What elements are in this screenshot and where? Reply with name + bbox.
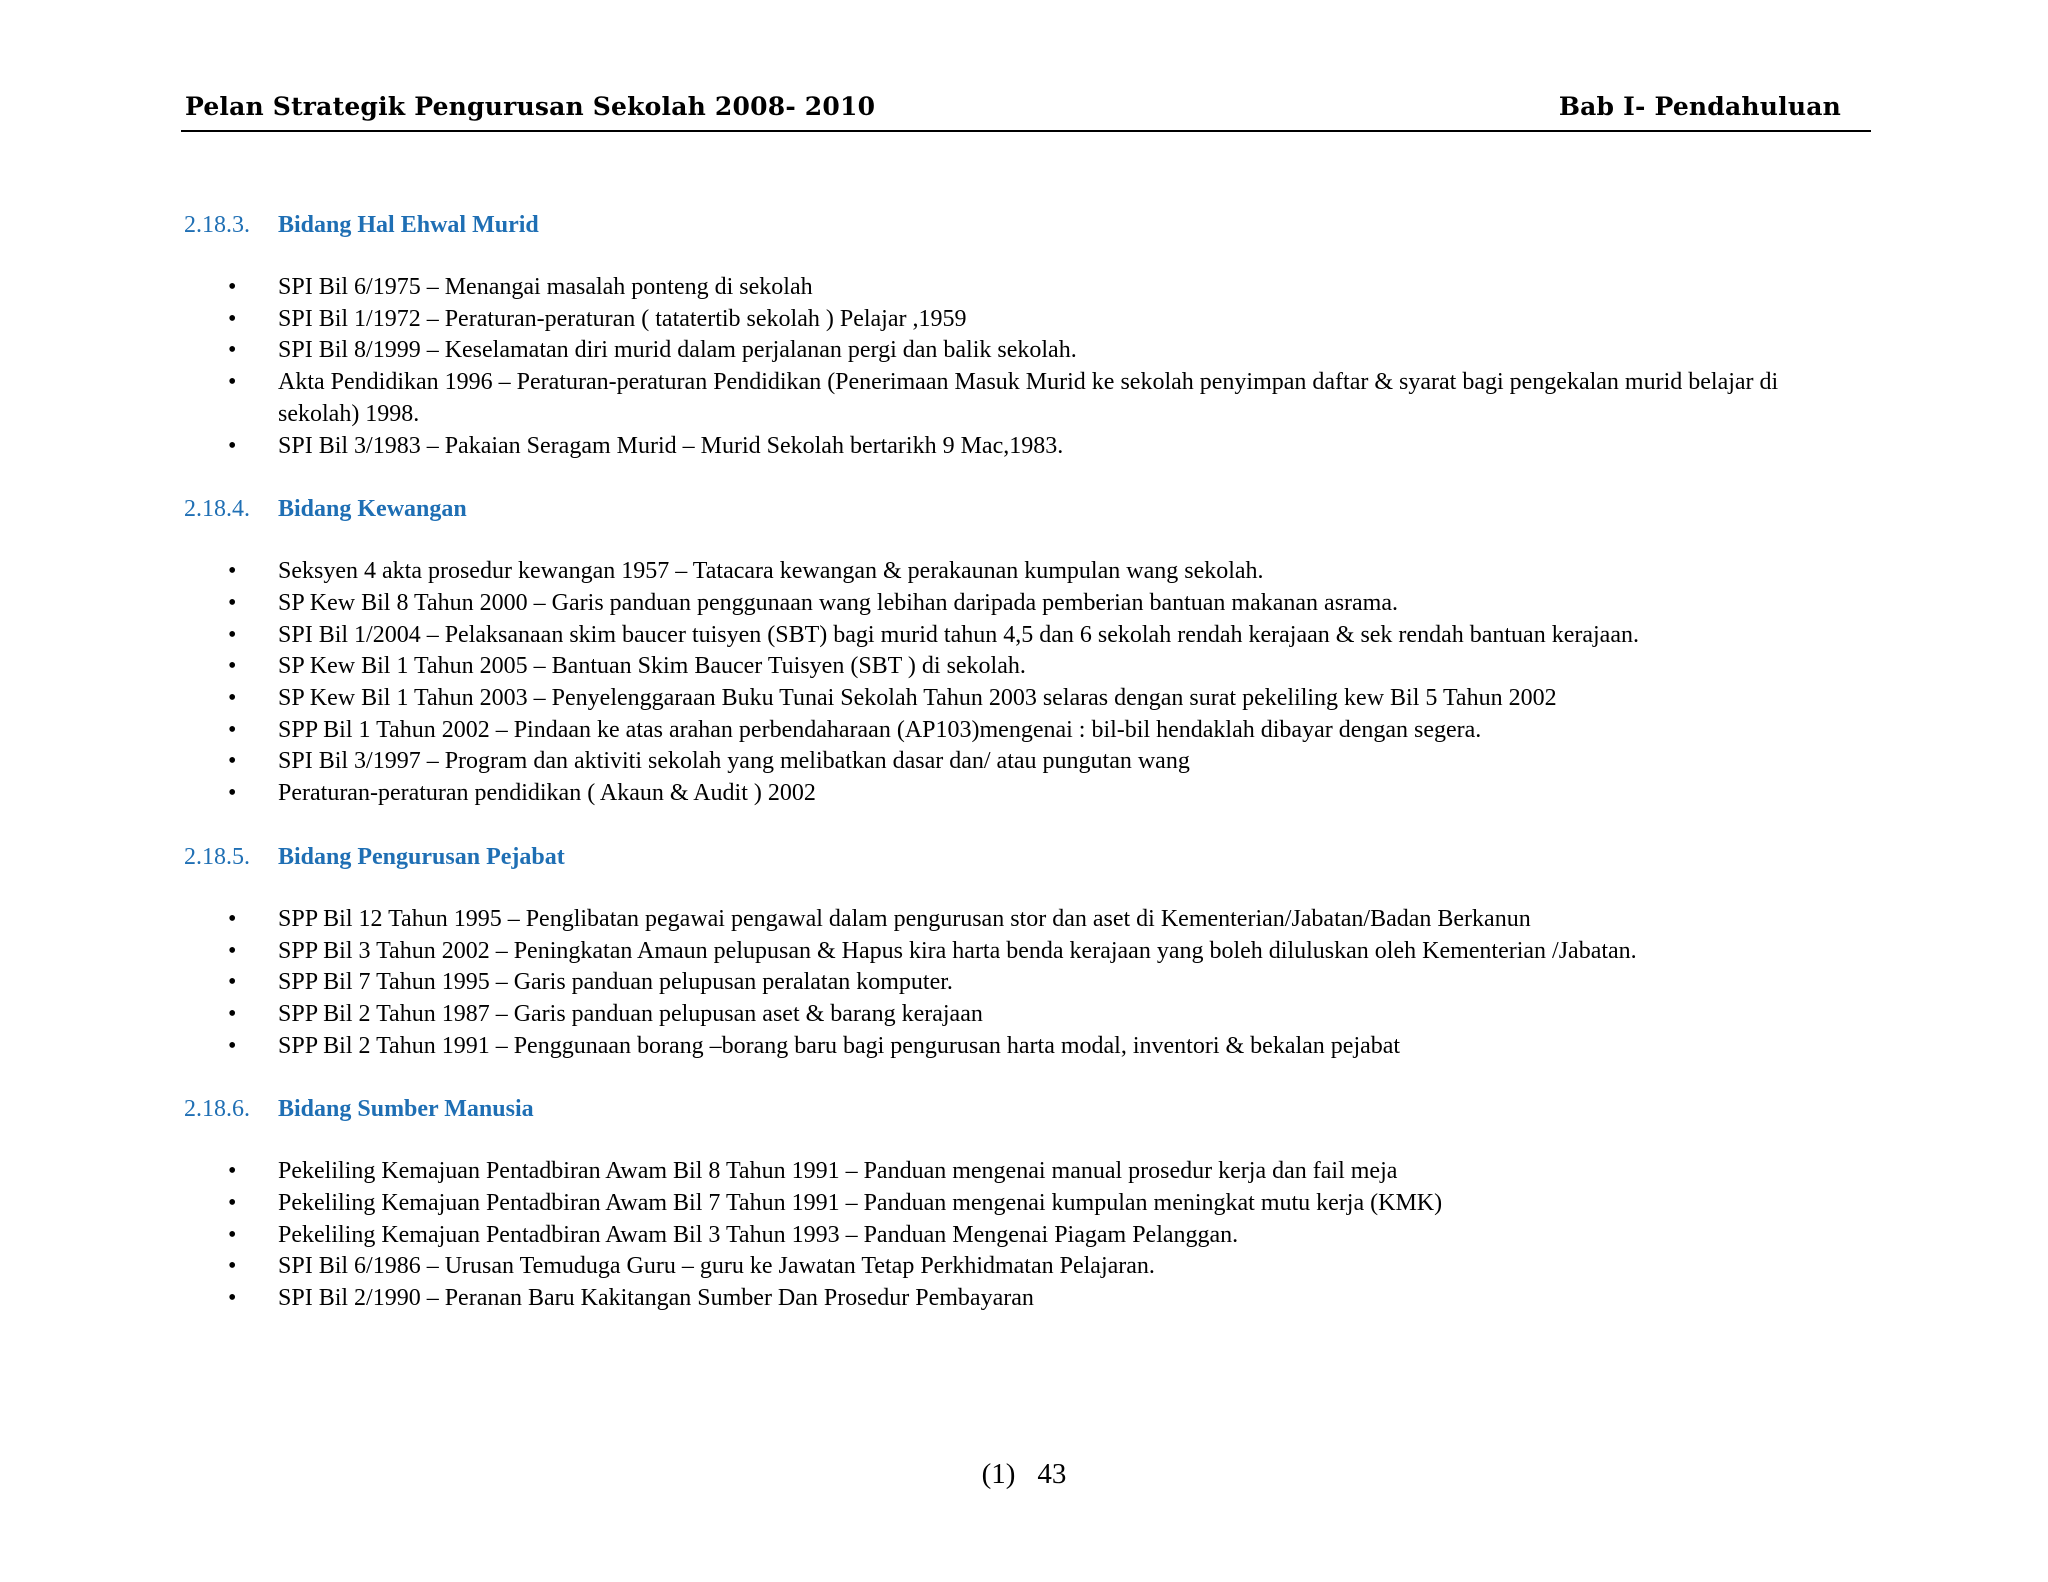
- list-item: [184, 967, 1838, 999]
- bullet-icon: •: [228, 305, 237, 332]
- list-item: [184, 556, 1838, 588]
- list-item: [184, 1283, 1838, 1315]
- list-item: [184, 431, 1838, 463]
- list-item: [184, 904, 1838, 936]
- list-item-text: SPP Bil 2 Tahun 1991 – Penggunaan borang –borang baru bagi pengurusan harta modal, inventori & bekalan pejabat: [278, 1032, 1401, 1059]
- bullet-icon: •: [228, 589, 237, 616]
- bullet-list: [184, 1156, 1904, 1315]
- section-title: Bidang Kewangan: [278, 496, 467, 523]
- bullet-icon: •: [228, 274, 237, 300]
- bullet-icon: •: [228, 780, 237, 807]
- page-header: [181, 92, 1871, 132]
- list-item: [184, 715, 1838, 747]
- bullet-icon: •: [228, 1285, 237, 1312]
- list-item-text: SPI Bil 3/1983 – Pakaian Seragam Murid – Murid Sekolah bertarikh 9 Mac,1983.: [278, 432, 1064, 459]
- list-item: [184, 936, 1838, 968]
- list-item-text: Akta Pendidikan 1996 – Peraturan-peraturan Pendidikan (Penerimaan Masuk Murid ke sekolah penyimpan daftar & syarat bagi pengekalan murid belajar di sekolah) 1998.: [278, 369, 1779, 427]
- section-number: 2.18.6.: [184, 1096, 250, 1123]
- bullet-icon: •: [228, 337, 237, 364]
- section-title: Bidang Sumber Manusia: [278, 1096, 534, 1123]
- list-item: [184, 651, 1838, 683]
- bullet-icon: •: [228, 432, 237, 459]
- list-item: [184, 999, 1838, 1031]
- list-item-text: Pekeliling Kemajuan Pentadbiran Awam Bil 8 Tahun 1991 – Panduan mengenai manual prosedur kerja dan fail meja: [278, 1158, 1398, 1185]
- bullet-list: [184, 556, 1904, 810]
- list-item-text: SPI Bil 6/1986 – Urusan Temuduga Guru – guru ke Jawatan Tetap Perkhidmatan Pelajaran.: [278, 1253, 1155, 1280]
- list-item: [184, 1220, 1838, 1252]
- section: [184, 844, 1904, 1063]
- list-item-text: SPI Bil 3/1997 – Program dan aktiviti sekolah yang melibatkan dasar dan/ atau pungutan wang: [278, 748, 1190, 775]
- list-item: [184, 1251, 1838, 1283]
- list-item: [184, 335, 1838, 367]
- section-heading: [184, 1096, 1904, 1132]
- bullet-icon: •: [228, 1253, 237, 1280]
- bullet-icon: •: [228, 748, 237, 775]
- bullet-icon: •: [228, 905, 237, 932]
- bullet-icon: •: [228, 1158, 237, 1185]
- bullet-icon: •: [228, 1221, 237, 1248]
- section-number: 2.18.5.: [184, 843, 250, 870]
- bullet-icon: •: [228, 716, 237, 743]
- bullet-icon: •: [228, 369, 237, 396]
- section: [184, 496, 1904, 810]
- list-item-text: SP Kew Bil 1 Tahun 2005 – Bantuan Skim Baucer Tuisyen (SBT ) di sekolah.: [278, 653, 1026, 680]
- list-item-text: SPP Bil 1 Tahun 2002 – Pindaan ke atas arahan perbendaharaan (AP103)mengenai : bil-bil hendaklah dibayar dengan segera.: [278, 716, 1482, 743]
- list-item-text: SPI Bil 8/1999 – Keselamatan diri murid dalam perjalanan pergi dan balik sekolah.: [278, 337, 1077, 364]
- chapter-title: Bab I- Pendahuluan: [1558, 92, 1841, 121]
- bullet-icon: •: [228, 685, 237, 712]
- bullet-icon: •: [228, 621, 237, 648]
- list-item-text: Seksyen 4 akta prosedur kewangan 1957 – Tatacara kewangan & perakaunan kumpulan wang sekolah.: [278, 558, 1264, 585]
- section-number: 2.18.4.: [184, 496, 250, 523]
- bullet-icon: •: [228, 937, 237, 964]
- list-item-text: SPP Bil 12 Tahun 1995 – Penglibatan pegawai pengawal dalam pengurusan stor dan aset di Kementerian/Jabatan/Badan Berkanun: [278, 905, 1531, 932]
- section-heading: [184, 844, 1904, 880]
- list-item-text: SP Kew Bil 1 Tahun 2003 – Penyelenggaraan Buku Tunai Sekolah Tahun 2003 selaras dengan surat pekeliling kew Bil 5 Tahun 2002: [278, 685, 1557, 712]
- page-number: 43: [1037, 1458, 1067, 1490]
- list-item: [184, 778, 1838, 810]
- bullet-icon: •: [228, 1190, 237, 1217]
- document-title: Pelan Strategik Pengurusan Sekolah 2008- 2010: [185, 92, 876, 121]
- bullet-list: [184, 904, 1904, 1063]
- section-title: Bidang Pengurusan Pejabat: [278, 843, 565, 870]
- list-item: [184, 1156, 1838, 1188]
- chapter-number: (1): [981, 1458, 1016, 1490]
- list-item-text: Pekeliling Kemajuan Pentadbiran Awam Bil 3 Tahun 1993 – Panduan Mengenai Piagam Pelanggan.: [278, 1221, 1239, 1248]
- list-item-text: SPP Bil 2 Tahun 1987 – Garis panduan pelupusan aset & barang kerajaan: [278, 1000, 983, 1027]
- section-number: 2.18.3.: [184, 212, 250, 238]
- list-item-text: SPI Bil 2/1990 – Peranan Baru Kakitangan Sumber Dan Prosedur Pembayaran: [278, 1285, 1034, 1312]
- list-item-text: SPI Bil 1/2004 – Pelaksanaan skim baucer tuisyen (SBT) bagi murid tahun 4,5 dan 6 sekolah rendah kerajaan & sek rendah bantuan kerajaan.: [278, 621, 1639, 648]
- document-body: [184, 212, 1904, 1349]
- list-item: [184, 683, 1838, 715]
- list-item: [184, 620, 1838, 652]
- page-footer: [0, 1458, 2048, 1491]
- list-item: [184, 304, 1838, 336]
- bullet-icon: •: [228, 558, 237, 585]
- list-item: [184, 746, 1838, 778]
- list-item-text: SPI Bil 6/1975 – Menangai masalah ponteng di sekolah: [278, 274, 813, 300]
- list-item-text: Peraturan-peraturan pendidikan ( Akaun & Audit ) 2002: [278, 780, 816, 807]
- list-item: [184, 367, 1838, 430]
- list-item: [184, 1031, 1838, 1063]
- bullet-list: [184, 272, 1904, 462]
- section-heading: [184, 496, 1904, 532]
- list-item-text: SPP Bil 7 Tahun 1995 – Garis panduan pelupusan peralatan komputer.: [278, 969, 953, 996]
- section-title: Bidang Hal Ehwal Murid: [278, 212, 539, 238]
- bullet-icon: •: [228, 653, 237, 680]
- list-item: [184, 588, 1838, 620]
- bullet-icon: •: [228, 969, 237, 996]
- bullet-icon: •: [228, 1000, 237, 1027]
- list-item: [184, 1188, 1838, 1220]
- list-item-text: Pekeliling Kemajuan Pentadbiran Awam Bil 7 Tahun 1991 – Panduan mengenai kumpulan meningkat mutu kerja (KMK): [278, 1190, 1443, 1217]
- section: [184, 212, 1904, 462]
- list-item-text: SP Kew Bil 8 Tahun 2000 – Garis panduan penggunaan wang lebihan daripada pemberian bantuan makanan asrama.: [278, 589, 1398, 616]
- section-heading: [184, 212, 1904, 248]
- list-item-text: SPI Bil 1/1972 – Peraturan-peraturan ( tatatertib sekolah ) Pelajar ,1959: [278, 305, 967, 332]
- list-item: [184, 272, 1838, 304]
- section: [184, 1096, 1904, 1315]
- bullet-icon: •: [228, 1032, 237, 1059]
- list-item-text: SPP Bil 3 Tahun 2002 – Peningkatan Amaun pelupusan & Hapus kira harta benda kerajaan yang boleh diluluskan oleh Kementerian /Jabatan.: [278, 937, 1637, 964]
